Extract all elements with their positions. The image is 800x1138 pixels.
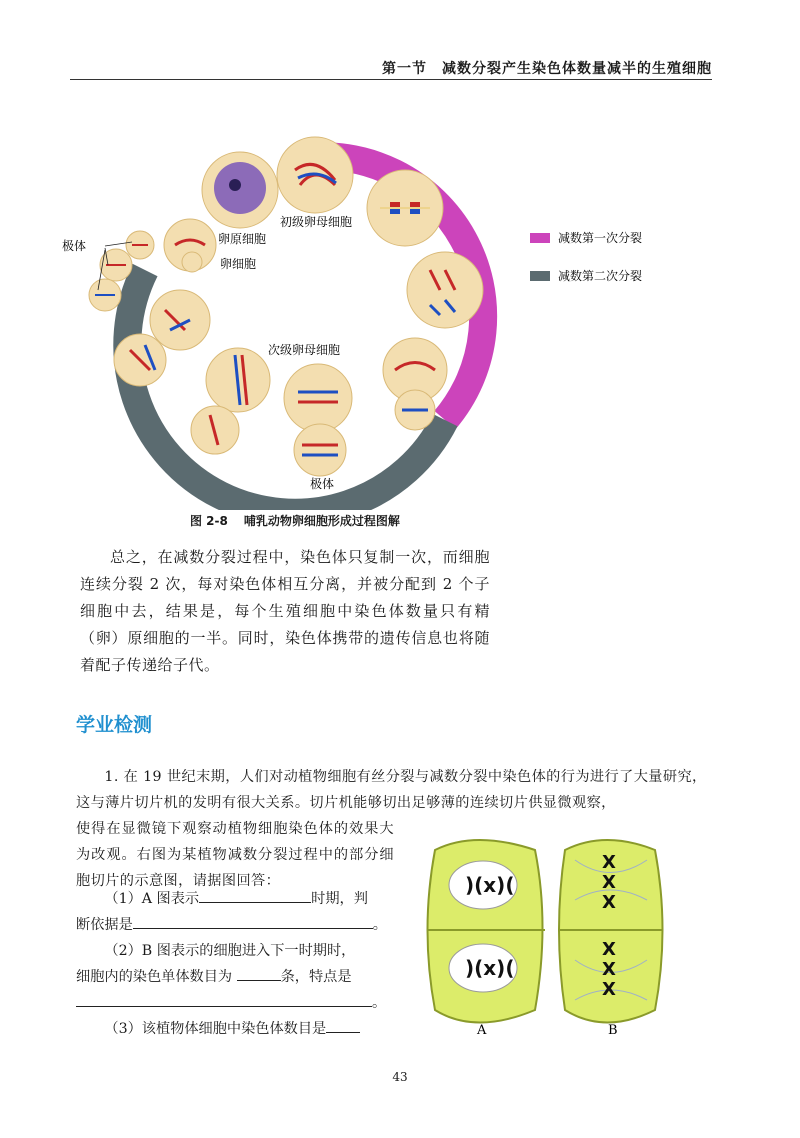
legend-swatch-meiosis-two bbox=[530, 271, 550, 281]
subquestion-2-line2 bbox=[76, 964, 396, 990]
sub2-count: 细胞内的染色单体数目为 bbox=[76, 969, 233, 985]
legend-label-meiosis-two: 减数第二次分裂 bbox=[558, 269, 643, 283]
caption-number: 图 2-8 bbox=[190, 514, 228, 528]
answer-blank-2[interactable] bbox=[133, 914, 373, 929]
subquestion-3 bbox=[76, 1016, 396, 1042]
legend bbox=[530, 230, 642, 283]
figure-caption bbox=[190, 512, 400, 529]
cell-secondary-oocyte bbox=[284, 364, 352, 432]
answer-blank-4[interactable] bbox=[76, 992, 372, 1007]
oogenesis-diagram bbox=[50, 130, 700, 510]
label-primary-oocyte: 初级卵母细胞 bbox=[280, 215, 353, 229]
answer-blank-1[interactable] bbox=[199, 888, 311, 903]
cell-anaphase-two-b bbox=[114, 334, 166, 386]
subquestion-2-line1: （2）B 图表示的细胞进入下一时期时， bbox=[104, 943, 356, 959]
sub2-feature: 条，特点是 bbox=[280, 969, 352, 985]
sub2-end: 。 bbox=[372, 995, 387, 1011]
cell-first-polar bbox=[395, 390, 435, 430]
label-oogonium: 卵原细胞 bbox=[218, 232, 267, 246]
label-b: B bbox=[608, 1023, 618, 1038]
question-1-lead: 1. 在 19 世纪末期，人们对动植物细胞有丝分裂与减数分裂中染色体的行为进行了大量研究，这与薄片切片机的发明有很大关系。切片机能够切出足够薄的连续切片供显微观察， bbox=[76, 769, 707, 811]
answer-blank-5[interactable] bbox=[326, 1018, 360, 1033]
label-polar-body-bottom: 极体 bbox=[310, 477, 335, 491]
section-title: 学业检测 bbox=[76, 714, 153, 736]
subquestion-1-line1 bbox=[76, 886, 396, 912]
cell-polar-bottom bbox=[294, 424, 346, 476]
cell-b bbox=[559, 840, 663, 1023]
svg-text:X: X bbox=[602, 959, 616, 980]
cell-egg bbox=[182, 252, 202, 272]
page-number: 43 bbox=[392, 1070, 408, 1084]
svg-text:)(x)(: )(x)( bbox=[465, 873, 515, 897]
question-1-subparts bbox=[76, 886, 396, 1042]
summary-paragraph: 总之，在减数分裂过程中，染色体只复制一次，而细胞连续分裂 2 次，每对染色体相互分离，并被分配到 2 个子细胞中去，结果是，每个生殖细胞中染色体数量只有精（卵）原细胞的一半。同时，染色体携带的遗传信息也将随着配子传递给子代。 bbox=[80, 548, 490, 674]
svg-text:X: X bbox=[602, 892, 616, 913]
svg-text:X: X bbox=[602, 872, 616, 893]
cell-slices-figure bbox=[415, 830, 675, 1040]
label-egg: 卵细胞 bbox=[220, 257, 257, 271]
label-secondary-oocyte: 次级卵母细胞 bbox=[268, 343, 341, 357]
svg-text:)(x)(: )(x)( bbox=[465, 956, 515, 980]
sub3-prefix: （3）该植物体细胞中染色体数目是 bbox=[104, 1021, 327, 1037]
caption-text: 哺乳动物卵细胞形成过程图解 bbox=[243, 514, 400, 528]
subquestion-1-line2 bbox=[76, 912, 396, 938]
header-rule bbox=[70, 79, 712, 80]
cell-primary-oocyte bbox=[202, 152, 278, 228]
sub1-basis: 断依据是 bbox=[76, 917, 133, 933]
svg-text:X: X bbox=[602, 939, 616, 960]
question-1-context: 使得在显微镜下观察动植物细胞染色体的效果大为改观。右图为某植物减数分裂过程中的部分细胞切片的示意图，请据图回答： bbox=[76, 821, 394, 889]
svg-text:X: X bbox=[602, 852, 616, 873]
legend-swatch-meiosis-one bbox=[530, 233, 550, 243]
sub1-suffix: 时期，判 bbox=[311, 891, 368, 907]
cell-a bbox=[427, 840, 545, 1023]
cell-telophase-two bbox=[150, 290, 210, 350]
sub1-end: 。 bbox=[372, 917, 387, 933]
legend-label-meiosis-one: 减数第一次分裂 bbox=[558, 231, 643, 245]
header-title: 第一节 减数分裂产生染色体数量减半的生殖细胞 bbox=[382, 61, 712, 77]
cell-metaphase-one bbox=[367, 170, 443, 246]
sub1-prefix: （1）A 图表示 bbox=[104, 891, 200, 907]
cell-anaphase-two-a bbox=[191, 406, 239, 454]
svg-text:X: X bbox=[602, 979, 616, 1000]
cell-anaphase-one bbox=[407, 252, 483, 328]
running-header bbox=[70, 54, 712, 80]
subquestion-2-line3 bbox=[76, 990, 396, 1016]
cell-prophase bbox=[277, 137, 353, 213]
cell-metaphase-two bbox=[206, 348, 270, 412]
label-polar-body-left: 极体 bbox=[62, 239, 87, 253]
answer-blank-3[interactable] bbox=[237, 966, 281, 981]
label-a: A bbox=[477, 1023, 487, 1038]
